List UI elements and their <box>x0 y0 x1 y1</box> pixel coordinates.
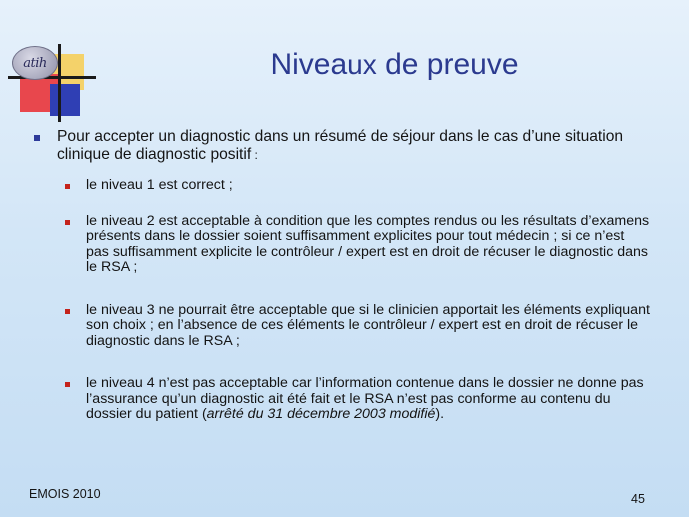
slide-title <box>0 48 689 82</box>
list-item-text: le niveau 3 ne pourrait être acceptable que si le clinicien apportait les éléments expliquant son choix ; en l’absence de ces éléments le contrôleur / expert est en droit de récuser le diagnostic dans le RSA ; <box>86 301 650 349</box>
list-item-niveau-3 <box>65 303 664 350</box>
list-item-niveau-2 <box>65 214 664 276</box>
intro-text-block <box>57 128 664 164</box>
footer-event-label: EMOIS 2010 <box>29 487 101 501</box>
square-bullet-icon <box>65 220 70 225</box>
square-bullet-icon <box>65 309 70 314</box>
intro-suffix: : <box>251 148 258 162</box>
list-item-niveau-1 <box>65 178 664 194</box>
list-item-niveau-4 <box>65 376 664 423</box>
logo-blue-square <box>50 84 80 116</box>
square-bullet-icon <box>65 382 70 387</box>
slide-body <box>34 128 664 423</box>
square-bullet-icon <box>34 135 40 141</box>
logo-text: atih <box>23 55 47 71</box>
list-item-text: le niveau 4 n’est pas acceptable car l’information contenue dans le dossier ne donne pas l’assurance qu’un diagnostic ait été fait et le RSA n’est pas conforme au contenu du dossier du patient ( <box>86 375 644 422</box>
title-lower: ux <box>347 49 377 80</box>
list-item-text: le niveau 1 est correct ; <box>86 177 233 193</box>
intro-bullet <box>34 128 664 164</box>
list-item-text-block <box>86 376 651 423</box>
title-prefix: Nivea <box>270 48 348 81</box>
legal-reference: arrêté du 31 décembre 2003 modifié <box>206 406 436 422</box>
list-item-text: le niveau 2 est acceptable à condition que les comptes rendus ou les résultats d’examens présents dans le dossier soient suffisamment explicites pour tout médecin ; si ce n’est pas suffisamment explicite le contrôleur / expert est en droit de récuser le diagnostic dans le RSA ; <box>86 212 650 275</box>
list-item-tail: ). <box>435 406 445 422</box>
square-bullet-icon <box>65 184 70 189</box>
page-number: 45 <box>631 492 645 506</box>
title-suffix: de preuve <box>376 48 519 81</box>
intro-text: Pour accepter un diagnostic dans un résumé de séjour dans le cas d’une situation clinique de diagnostic positif <box>57 128 624 163</box>
sub-bullet-list <box>65 178 664 423</box>
